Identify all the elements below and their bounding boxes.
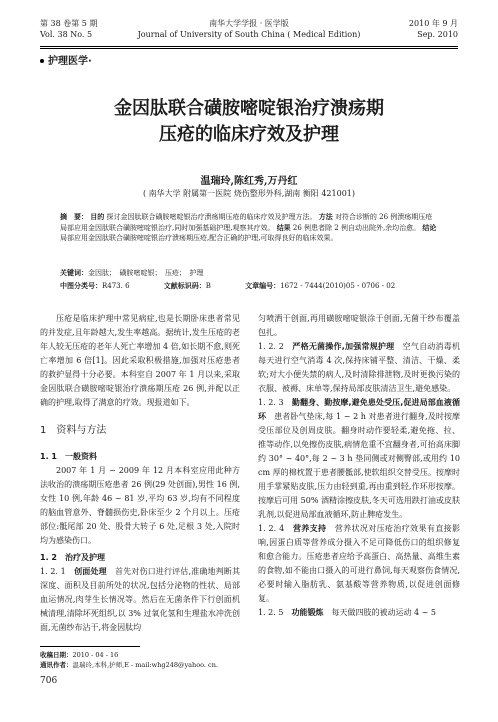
body-paragraph: 匀喷洒于创面,再用磺胺嘧啶银涂于创面,无菌干纱布覆盖包扎。 <box>258 314 460 337</box>
section-tag: 护理医学· <box>40 52 92 67</box>
subsubsection: 1. 2. 3 勤翻身、勤按摩,避免患处受压,促进局部血液循环 患者卧气垫床,每 1 ~ 2 h 对患者进行翻身,及时按摩受压部位及创周皮肤。翻身时动作要轻柔,避免拖、拉、推等动作,以免擦伤皮肤,病情危重不宜翻身者,可抬高床脚约 30° ~ 40°,每 2 ~ 3 h 垫同侧或对侧臀部,或用约 10 cm 厚的棉枕置于患者腰骶部,使软组织交替受压。按摩时用手掌紧贴皮肤,压力由轻到重,再由重到轻,作环形按摩。按摩后可用 50% 酒精涂擦皮肤,冬天可选用跌打油或皮肤乳剂,以促进局部血液循环,防止脾疮发生。 <box>258 398 461 519</box>
authors: 温瑞玲,陈红秀,万丹红 <box>200 176 298 187</box>
subsection-heading: 1. 2 治疗及护理 <box>40 553 105 562</box>
section-heading: 1 资料与方法 <box>40 425 107 436</box>
page-number: 706 <box>40 676 58 686</box>
subsubsection: 1. 2. 1 创面处理 首先对伤口进行评估,准确地判断其深度、面积及目前所处的状况,包括分泌物的性状、局部血运情况,肉芽生长情况等。然后在无菌条件下行创面机械清理,清除坏死组织,以 3% 过氧化氢和生理盐水冲洗创面,无菌纱布沾干,将金因肽均 <box>40 567 240 632</box>
right-column <box>258 312 460 620</box>
header-journal: 南华大学学报 · 医学版 Journal of University of South China ( Medical Edition) <box>137 19 361 39</box>
header-date: 2010 年 9 月 Sep. 2010 <box>408 19 458 39</box>
running-header <box>40 18 458 46</box>
title-line-1: 金因肽联合磺胺嘧啶银治疗溃疡期 <box>114 98 384 119</box>
title-line-2: 压疮的临床疗效及护理 <box>159 124 339 145</box>
abstract: 摘 要： 目的 探讨金因肽联合磺胺嘧啶银治疗溃疡期压疮的临床疗效及护理方法。 方法 对符合诊断的 26 例溃疡期压疮局部应用金因肽联合磺胺嘧啶银治疗,同时加强基础护理,观察其疗效。 结果 26 例患者除 2 例自动出院外,余均治愈。 结论 局部应用金因肽联合磺胺嘧啶银治疗溃疡期压疮,配合正确的护理,可取得良好的临床效果。 <box>60 213 437 242</box>
header-volume: 第 38 卷第 5 期 Vol. 38 No. 5 <box>40 19 98 39</box>
intro-paragraph: 压疮是临床护理中常见病症,也是长期卧床患者常见的并发症,且年龄越大,发生率越高。据统计,发生压疮的老年人较无压疮的老年人死亡率增加 4 倍,如长期不愈,则死亡率增加 6 倍[1]。因此采取积极措施,加强对压疮患者的救护显得十分必要。本科室自 2007 年 1 月以来,采取金因肽联合磺胺嘧啶银治疗溃疡期压疮 26 例,并配以正确的护理,取得了满意的疗效。现报道如下。 <box>40 314 240 407</box>
footnote: 收稿日期：2010 - 04 - 16 通讯作者：温瑞玲,本科,护师,E - mail:whg248@yahoo. cn. <box>40 646 250 670</box>
subsubsection: 1. 2. 2 严格无菌操作,加强常规护理 空气自动消毒机每天进行空气消毒 4 次,保持床铺平整、清洁、干燥、柔软;对大小便失禁的病人,及时清除排泄物,及时更换污染的衣服、被褥、床单等,保持局部皮肤清洁卫生,避免感染。 <box>258 342 460 393</box>
affiliation: ( 南华大学 附属第一医院 烧伤整形外科,湖南 衡阳 421001) <box>142 189 356 198</box>
footnote-rule <box>40 646 140 647</box>
subsubsection: 1. 2. 5 功能锻炼 每天做四肢的被动运动 4 ~ 5 <box>258 608 436 617</box>
subsection-heading: 1. 1 一般资料 <box>40 452 97 461</box>
body-paragraph: 2007 年 1 月 ~ 2009 年 12 月本科室应用此种方法收治的溃疡期压疮患者 26 例(29 处创面),男性 16 例,女性 10 例,年龄 46 ~ 81 岁,平均 63 岁,均有不同程度的脑血管意外、脊髓损伤史,卧床至少 2 个月以上。压疮部位:骶尾部 20 处、股骨大转子 6 处,足根 3 处,入院时均为感染伤口。 <box>40 466 240 545</box>
left-column <box>40 312 240 635</box>
header-rule-thin <box>40 48 458 49</box>
header-rule-thick <box>40 46 458 47</box>
article-title <box>40 96 458 148</box>
keywords: 关键词：金因肽； 磺胺嘧啶银； 压疮； 护理 <box>60 269 204 277</box>
classification-line: 中图分类号：R473. 6 文献标识码：B 文章编号：1672 - 7444(2010)05 - 0706 - 02 <box>60 282 396 290</box>
subsubsection: 1. 2. 4 营养支持 营养状况对压疮治疗效果有直接影响,因蛋白质等营养成分摄入不足可降低伤口的组织修复和愈合能力。压疮患者应给予高蛋白、高热量、高维生素的食物,如不能由口摄入的可进行鼻饲,每天观察伤食情况,必要时输入脂肪乳、氨基酸等营养物质,以促进创面修复。 <box>258 524 461 603</box>
bullet-icon <box>40 59 44 63</box>
